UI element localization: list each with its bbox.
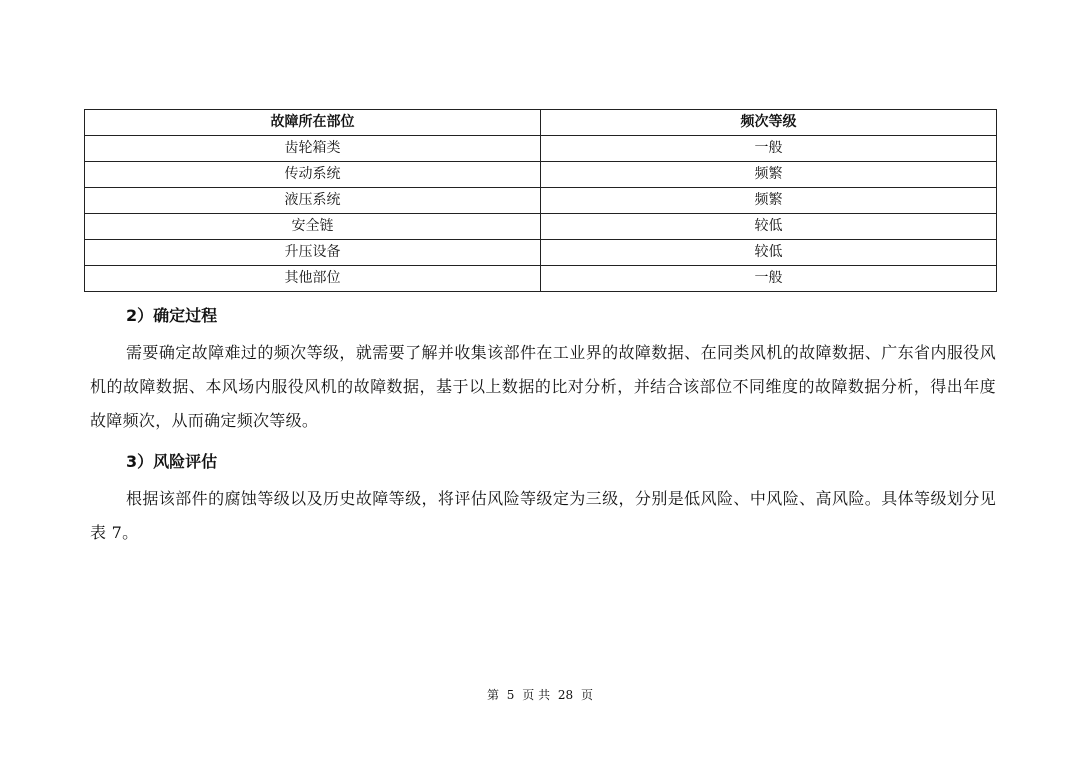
page-footer	[0, 686, 1080, 703]
paragraph-determination-process: 需要确定故障难过的频次等级，就需要了解并收集该部件在工业界的故障数据、在同类风机的故障数据、广东省内服役风机的故障数据、本风场内服役风机的故障数据，基于以上数据的比对分析，并结合该部位不同维度的故障数据分析，得出年度故障频次，从而确定频次等级。	[90, 343, 996, 430]
footer-mid: 页 共	[522, 688, 551, 702]
cell-location: 升压设备	[85, 240, 541, 266]
cell-location: 传动系统	[85, 162, 541, 188]
cell-location: 齿轮箱类	[85, 136, 541, 162]
cell-location: 其他部位	[85, 266, 541, 292]
cell-frequency: 频繁	[541, 162, 997, 188]
footer-page-number: 5	[506, 688, 515, 702]
paragraph-risk-assessment: 根据该部件的腐蚀等级以及历史故障等级，将评估风险等级定为三级，分别是低风险、中风险、高风险。具体等级划分见表 7。	[90, 489, 996, 542]
fault-frequency-table	[84, 109, 997, 292]
footer-prefix: 第	[486, 688, 499, 702]
cell-location: 安全链	[85, 214, 541, 240]
cell-frequency: 一般	[541, 266, 997, 292]
table-row	[85, 214, 997, 240]
header-frequency-level: 频次等级	[541, 110, 997, 136]
table-row	[85, 240, 997, 266]
cell-frequency: 较低	[541, 214, 997, 240]
header-fault-location: 故障所在部位	[85, 110, 541, 136]
section-heading-determination-process: 2）确定过程	[126, 306, 218, 325]
cell-location: 液压系统	[85, 188, 541, 214]
table-row	[85, 266, 997, 292]
footer-total-pages: 28	[557, 688, 574, 702]
table-row	[85, 162, 997, 188]
cell-frequency: 频繁	[541, 188, 997, 214]
table-row	[85, 136, 997, 162]
table-row	[85, 188, 997, 214]
cell-frequency: 一般	[541, 136, 997, 162]
footer-suffix: 页	[581, 688, 594, 702]
table-header-row	[85, 110, 997, 136]
cell-frequency: 较低	[541, 240, 997, 266]
section-heading-risk-assessment: 3）风险评估	[126, 452, 218, 471]
